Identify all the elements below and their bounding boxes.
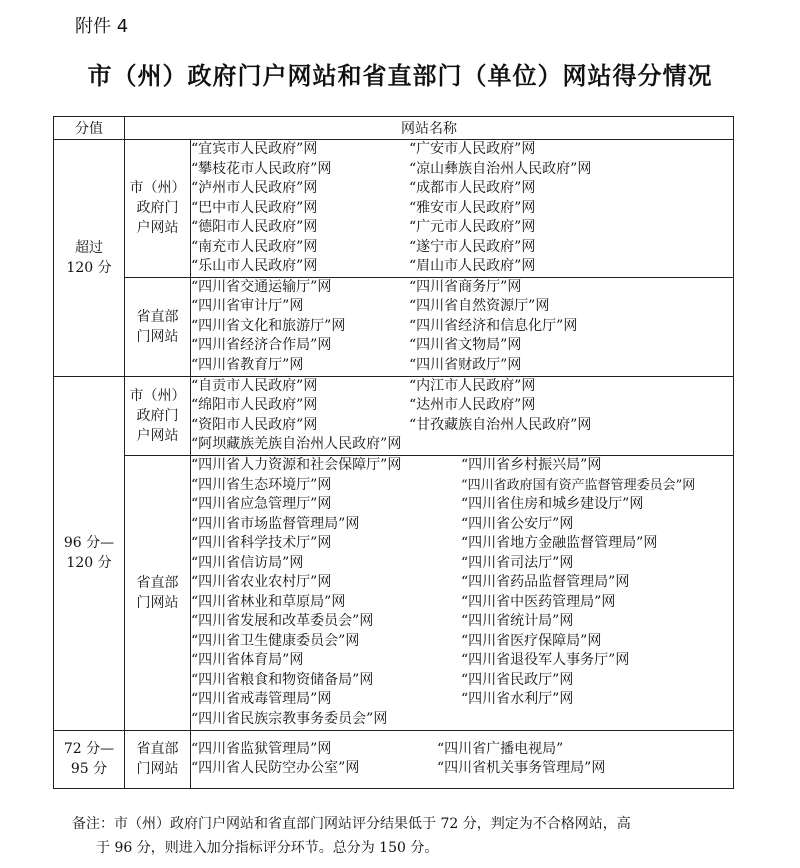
site-item: “德阳市人民政府”网 [191, 219, 318, 235]
category-label: 户网站 [136, 220, 179, 237]
site-item: “四川省粮食和物资储备局”网 [191, 671, 374, 688]
site-item: “四川省体育局”网 [191, 652, 304, 668]
sites-cell [191, 277, 734, 376]
site-item: “四川省统计局”网 [461, 613, 574, 629]
category-label: 门网站 [136, 594, 179, 611]
site-item: “乐山市人民政府”网 [191, 258, 318, 274]
site-item: “四川省人民防空办公室”网 [191, 760, 360, 776]
table-row [54, 376, 734, 455]
score-text: 72 分— [63, 741, 115, 757]
site-item: “四川省广播电视局” [437, 740, 564, 757]
site-item: “四川省民族宗教事务委员会”网 [191, 710, 388, 727]
site-item: “四川省中医药管理局”网 [461, 593, 616, 610]
site-item: “绵阳市人民政府”网 [191, 397, 318, 413]
site-item: “甘孜藏族自治州人民政府”网 [409, 416, 592, 433]
score-cell [54, 730, 125, 788]
site-item: “四川省商务厅”网 [409, 278, 522, 295]
score-table [53, 116, 734, 789]
sites-cell [191, 140, 734, 278]
site-item: “阿坝藏族羌族自治州人民政府”网 [191, 436, 402, 452]
category-label: 省直部 [136, 308, 179, 325]
category-cell [125, 140, 191, 278]
site-item: “雅安市人民政府”网 [409, 199, 536, 216]
site-item: “四川省市场监督管理局”网 [191, 515, 360, 532]
site-item: “四川省林业和草原局”网 [191, 593, 346, 610]
footnote-line: 备注：市（州）政府门户网站和省直部门网站评分结果低于 72 分，判定为不合格网站，高 [72, 816, 631, 832]
header-sites: 网站名称 [125, 117, 734, 140]
site-item: “四川省乡村振兴局”网 [461, 457, 602, 473]
table-row [54, 730, 734, 788]
category-cell [125, 455, 191, 730]
table-row [54, 455, 734, 730]
site-item: “广安市人民政府”网 [409, 141, 536, 157]
score-text: 96 分— [63, 535, 115, 551]
score-text: 95 分 [70, 761, 108, 777]
category-cell [125, 376, 191, 455]
site-item: “四川省机关事务管理局”网 [437, 760, 606, 776]
site-item: “四川省财政厅”网 [409, 356, 522, 373]
site-item: “四川省交通运输厅”网 [191, 278, 332, 295]
site-item: “宜宾市人民政府”网 [191, 141, 318, 157]
site-item: “四川省民政厅”网 [461, 671, 574, 688]
sites-cell [191, 730, 734, 788]
site-item: “四川省自然资源厅”网 [409, 298, 550, 315]
footnote-line: 于 96 分，则进入加分指标评分环节。总分为 150 分。 [96, 840, 439, 856]
header-score: 分值 [54, 117, 125, 140]
site-item: “四川省文化和旅游厅”网 [191, 317, 346, 334]
site-item: “四川省卫生健康委员会”网 [191, 632, 360, 649]
table-row [54, 277, 734, 376]
footnote [72, 812, 732, 860]
site-item: “凉山彝族自治州人民政府”网 [409, 160, 592, 177]
site-item: “四川省应急管理厅”网 [191, 496, 332, 512]
site-item: “四川省教育厅”网 [191, 356, 304, 373]
site-item: “成都市人民政府”网 [409, 180, 536, 196]
site-item: “四川省水利厅”网 [461, 691, 574, 707]
category-label: 户网站 [136, 427, 179, 444]
site-item: “眉山市人民政府”网 [409, 258, 536, 274]
site-item: “四川省公安厅”网 [461, 515, 574, 532]
site-item: “四川省生态环境厅”网 [191, 476, 332, 493]
site-item: “四川省科学技术厅”网 [191, 535, 332, 551]
site-item: “四川省人力资源和社会保障厅”网 [191, 457, 402, 473]
site-item: “自贡市人民政府”网 [191, 377, 318, 394]
category-label: 省直部 [136, 741, 179, 757]
score-text: 120 分 [66, 259, 112, 276]
table-row [54, 140, 734, 278]
sites-cell [191, 455, 734, 730]
site-item: “资阳市人民政府”网 [191, 416, 318, 433]
site-item: “四川省信访局”网 [191, 554, 304, 571]
site-item: “四川省药品监督管理局”网 [461, 574, 630, 590]
site-item: “遂宁市人民政府”网 [409, 238, 536, 255]
site-item: “四川省监狱管理局”网 [191, 740, 332, 757]
site-item: “四川省审计厅”网 [191, 298, 304, 315]
site-item: “广元市人民政府”网 [409, 219, 536, 235]
site-item: “南充市人民政府”网 [191, 238, 318, 255]
category-label: 门网站 [136, 761, 179, 777]
category-label: 政府门 [136, 407, 179, 424]
page-title: 市（州）政府门户网站和省直部门（单位）网站得分情况 [87, 62, 713, 90]
category-label: 市（州） [129, 387, 186, 404]
category-label: 市（州） [129, 180, 186, 197]
site-item: “泸州市人民政府”网 [191, 180, 318, 196]
site-item: “四川省戒毒管理局”网 [191, 691, 332, 707]
category-cell [125, 277, 191, 376]
sites-cell [191, 376, 734, 455]
category-label: 政府门 [136, 200, 179, 217]
site-item: “四川省政府国有资产监督管理委员会”网 [461, 477, 696, 493]
site-item: “四川省经济和信息化厅”网 [409, 317, 578, 334]
site-item: “攀枝花市人民政府”网 [191, 160, 332, 177]
table-header-row [54, 117, 734, 140]
score-text: 超过 [75, 239, 103, 256]
site-item: “四川省医疗保障局”网 [461, 632, 602, 649]
score-cell [54, 376, 125, 730]
category-label: 门网站 [136, 328, 179, 345]
site-item: “四川省发展和改革委员会”网 [191, 613, 374, 629]
site-item: “四川省司法厅”网 [461, 554, 574, 571]
attachment-label: 附件 4 [75, 16, 129, 37]
site-item: “四川省地方金融监督管理局”网 [461, 535, 658, 551]
site-item: “内江市人民政府”网 [409, 377, 536, 394]
score-cell [54, 140, 125, 377]
score-text: 120 分 [66, 555, 112, 571]
site-item: “四川省农业农村厅”网 [191, 574, 332, 590]
site-item: “巴中市人民政府”网 [191, 199, 318, 216]
site-item: “四川省住房和城乡建设厅”网 [461, 496, 644, 512]
category-label: 省直部 [136, 574, 179, 591]
site-item: “四川省文物局”网 [409, 337, 522, 354]
site-item: “达州市人民政府”网 [409, 397, 536, 413]
site-item: “四川省退役军人事务厅”网 [461, 652, 630, 668]
category-cell [125, 730, 191, 788]
site-item: “四川省经济合作局”网 [191, 337, 332, 354]
